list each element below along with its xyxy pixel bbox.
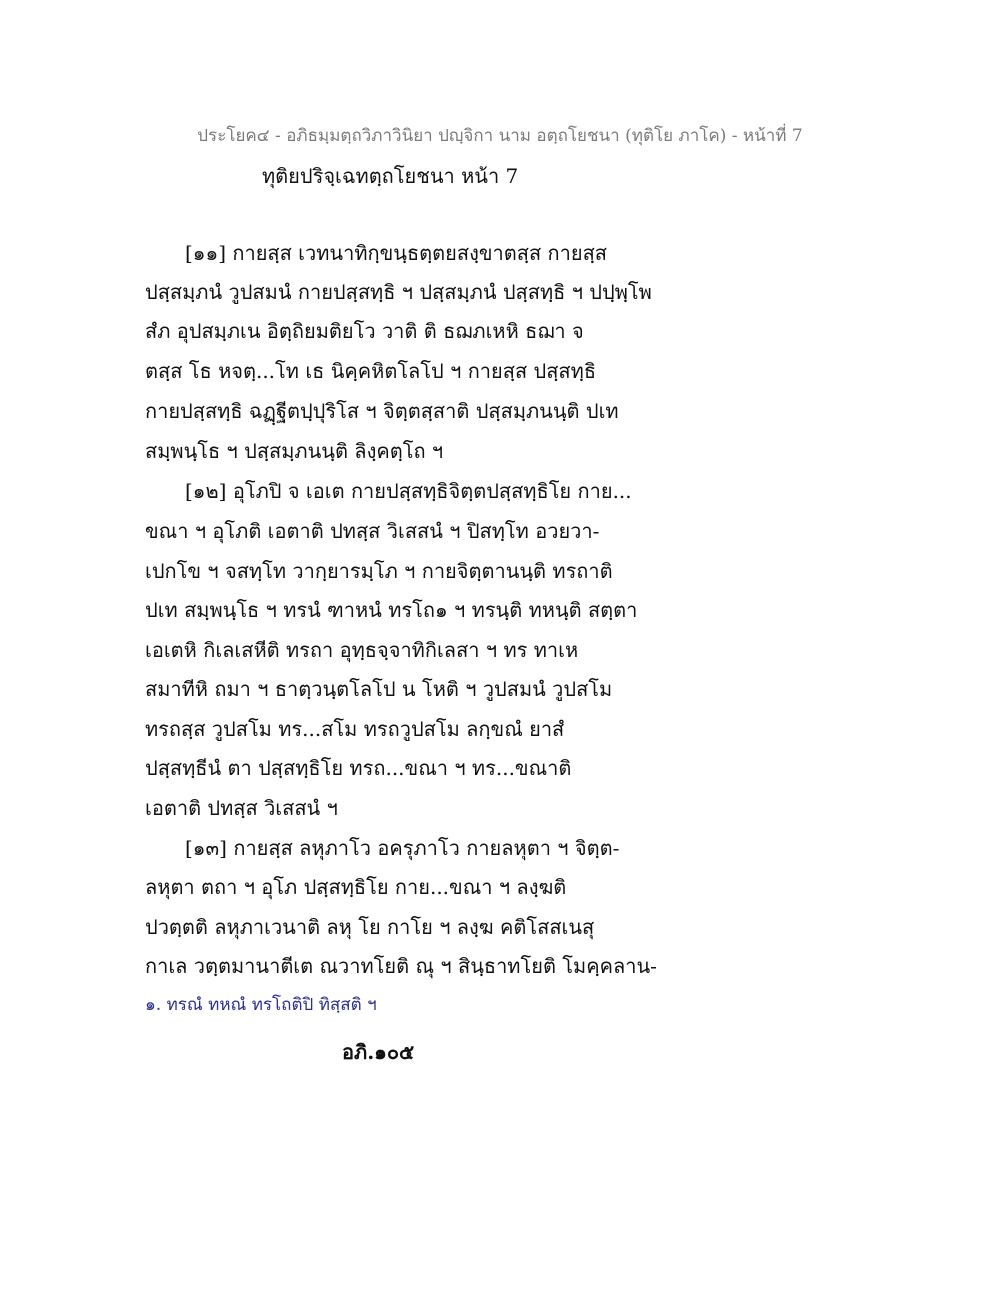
- text-line-8: ขณา ฯ อุโภติ เอตาติ ปทสฺส วิเสสนํ ฯ ปิสทฺโท อวยวา-: [145, 519, 600, 543]
- text-line-3: สํภ อุปสมฺภเน อิตฺถิยมติยโว วาติ ติ ธฌภเหหิ ธฌา จ: [145, 319, 584, 343]
- text-line-14: ปสฺสทฺธีนํ ตา ปสฺสทฺธิโย ทรถ...ขณา ฯ ทร...ขณาติ: [145, 756, 572, 780]
- text-line-2: ปสฺสมฺภนํ วูปสมนํ กายปสฺสทฺธิ ฯ ปสฺสมฺภนํ ปสฺสทฺธิ ฯ ปปฺพฺโพ: [145, 280, 652, 304]
- text-line-4: ตสฺส โธ หจตฺ...โท เธ นิคฺคหิตโลโป ฯ กายสฺส ปสฺสทฺธิ: [145, 359, 597, 383]
- text-line-10: ปเท สมฺพนฺโธ ฯ ทรนํ ฑาหนํ ทรโถ๑ ฯ ทรนฺติ ทหนฺติ สตฺตา: [145, 598, 638, 622]
- text-line-17: ลหุตา ตถา ฯ อุโภ ปสฺสทฺธิโย กาย...ขณา ฯ ลงฺฆติ: [145, 875, 567, 899]
- text-line-6: สมฺพนฺโธ ฯ ปสฺสมฺภนนฺติ ลิงฺคตฺโถ ฯ: [145, 439, 444, 463]
- text-line-19: กาเล วตฺตมานาตีเต ณวาทโยติ ณุ ฯ สินฺธาทโยติ โมคฺคลาน-: [145, 954, 657, 978]
- page-marker: อภิ.๑๐๕: [342, 1040, 415, 1064]
- text-line-1: [๑๑] กายสฺส เวทนาทิกฺขนฺธตฺตยสงฺขาตสฺส กายสฺส: [185, 241, 607, 265]
- text-line-15: เอตาติ ปทสฺส วิเสสนํ ฯ: [145, 796, 338, 820]
- footnote: ๑. ทรณํ ทหณํ ทรโถติปิ ทิสฺสติ ฯ: [145, 995, 377, 1015]
- text-line-9: เปกโข ฯ จสทฺโท วากฺยารมฺโภ ฯ กายจิตฺตานนฺติ ทรถาติ: [145, 559, 613, 583]
- text-line-16: [๑๓] กายสฺส ลหุภาโว อครุภาโว กายลหุตา ฯ จิตฺต-: [185, 836, 620, 860]
- text-line-13: ทรถสฺส วูปสโม ทร...สโม ทรถวูปสโม ลกฺขณํ ยาสํ: [145, 717, 565, 741]
- text-line-12: สมาทีหิ ถมา ฯ ธาตฺวนฺตโลโป น โหติ ฯ วูปสมนํ วูปสโม: [145, 677, 613, 701]
- text-line-18: ปวตฺตติ ลหุภาเวนาติ ลหุ โย กาโย ฯ ลงฺฆ คติโสสเนสุ: [145, 915, 595, 939]
- running-title: ประโยค๔ - อภิธมฺมตฺถวิภาวินิยา ปญฺจิกา นาม อตฺถโยชนา (ทุติโย ภาโค) - หน้าที่ 7: [197, 126, 803, 146]
- chapter-title: ทุติยปริจฺเฉทตฺถโยชนา หน้า 7: [262, 164, 519, 188]
- text-line-11: เอเตหิ กิเลเสหีติ ทรถา อุทฺธจฺจาทิกิเลสา ฯ ทร ทาเห: [145, 638, 579, 662]
- text-line-5: กายปสฺสทฺธิ ฉฏฺฐีตปฺปุริโส ฯ จิตฺตสฺสาติ ปสฺสมฺภนนฺติ ปเท: [145, 399, 619, 423]
- text-line-7: [๑๒] อุโภปิ จ เอเต กายปสฺสทฺธิจิตฺตปสฺสทฺธิโย กาย...: [185, 479, 632, 503]
